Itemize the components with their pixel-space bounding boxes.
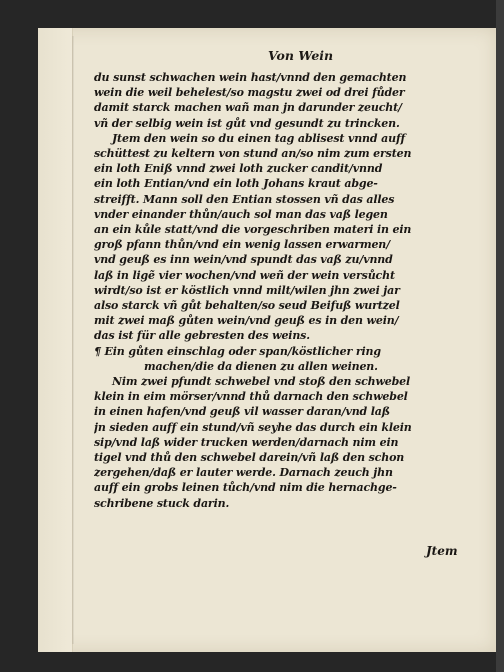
text-line: mit zwei maß gůten wein/vnd geuß es in den wein/ — [94, 314, 399, 328]
body-text — [94, 70, 472, 511]
text-line: zergehen/daß er lauter werde. Darnach zeuch jhn — [94, 466, 393, 480]
text-line: tigel vnd thů den schwebel darein/vñ laß den schon — [94, 451, 405, 465]
text-line: vnder einander thůn/auch sol man das vaß legen — [94, 207, 388, 221]
text-line: ein loth Eniß vnnd zwei loth zucker candit/vnnd — [94, 162, 383, 176]
section-heading — [94, 344, 472, 374]
paragraph-block-2 — [94, 374, 472, 511]
heading-line: ¶ Ein gůten einschlag oder span/köstlicher ring — [94, 344, 381, 358]
text-line: groß pfann thůn/vnd ein wenig lassen erwarmen/ — [94, 238, 391, 252]
paragraph-block-1 — [94, 70, 472, 344]
running-header: Von Wein — [268, 48, 334, 63]
text-line: klein in eim mörser/vnnd thů darnach den schwebel — [94, 390, 408, 404]
text-line: ein loth Entian/vnd ein loth Johans kraut abge- — [94, 177, 378, 191]
text-line: wirdt/so ist er köstlich vnnd milt/wilen jhn zwei jar — [94, 283, 400, 297]
text-line: streifft. Mann soll den Entian stossen vñ das alles — [94, 192, 395, 206]
text-line: vñ der selbig wein ist gůt vnd gesundt zu trincken. — [94, 116, 400, 130]
text-line: du sunst schwachen wein hast/vnnd den gemachten — [94, 71, 407, 84]
text-line: Nim zwei pfundt schwebel vnd stoß den schwebel — [112, 375, 411, 389]
text-line: also starck vñ gůt behalten/so seud Beifuß wurtzel — [94, 299, 400, 313]
text-line: damit starck machen wañ man jn darunder zeucht/ — [94, 101, 402, 115]
text-line: auff ein grobs leinen tůch/vnd nim die hernachge- — [94, 481, 397, 495]
text-line: vnd geuß es inn wein/vnd spundt das vaß zu/vnnd — [94, 253, 393, 267]
heading-line: machen/die da dienen zu allen weinen. — [144, 359, 378, 373]
text-line: sip/vnd laß wider trucken werden/darnach nim ein — [94, 435, 399, 449]
text-line: schüttest zu keltern von stund an/so nim zum ersten — [94, 147, 412, 161]
text-line: an ein kůle statt/vnd die vorgeschriben materi in ein — [94, 223, 412, 237]
text-line: Jtem den wein so du einen tag ablisest vnnd auff — [112, 131, 406, 145]
text-line: laß in ligẽ vier wochen/vnd weñ der wein versůcht — [94, 268, 395, 282]
text-line: wein die weil behelest/so magstu zwei od drei fůder — [94, 86, 405, 100]
text-line: jn sieden auff ein stund/vñ seyhe das durch ein klein — [94, 420, 412, 434]
scanner-edge — [496, 0, 504, 672]
catchword: Jtem — [426, 544, 458, 558]
text-line: das ist für alle gebresten des weins. — [94, 329, 310, 343]
text-line: schribene stuck darin. — [94, 496, 230, 510]
page-fold-shadow — [72, 36, 74, 644]
text-line: in einen hafen/vnd geuß vil wasser daran/vnd laß — [94, 405, 390, 419]
page-gutter — [38, 28, 73, 652]
